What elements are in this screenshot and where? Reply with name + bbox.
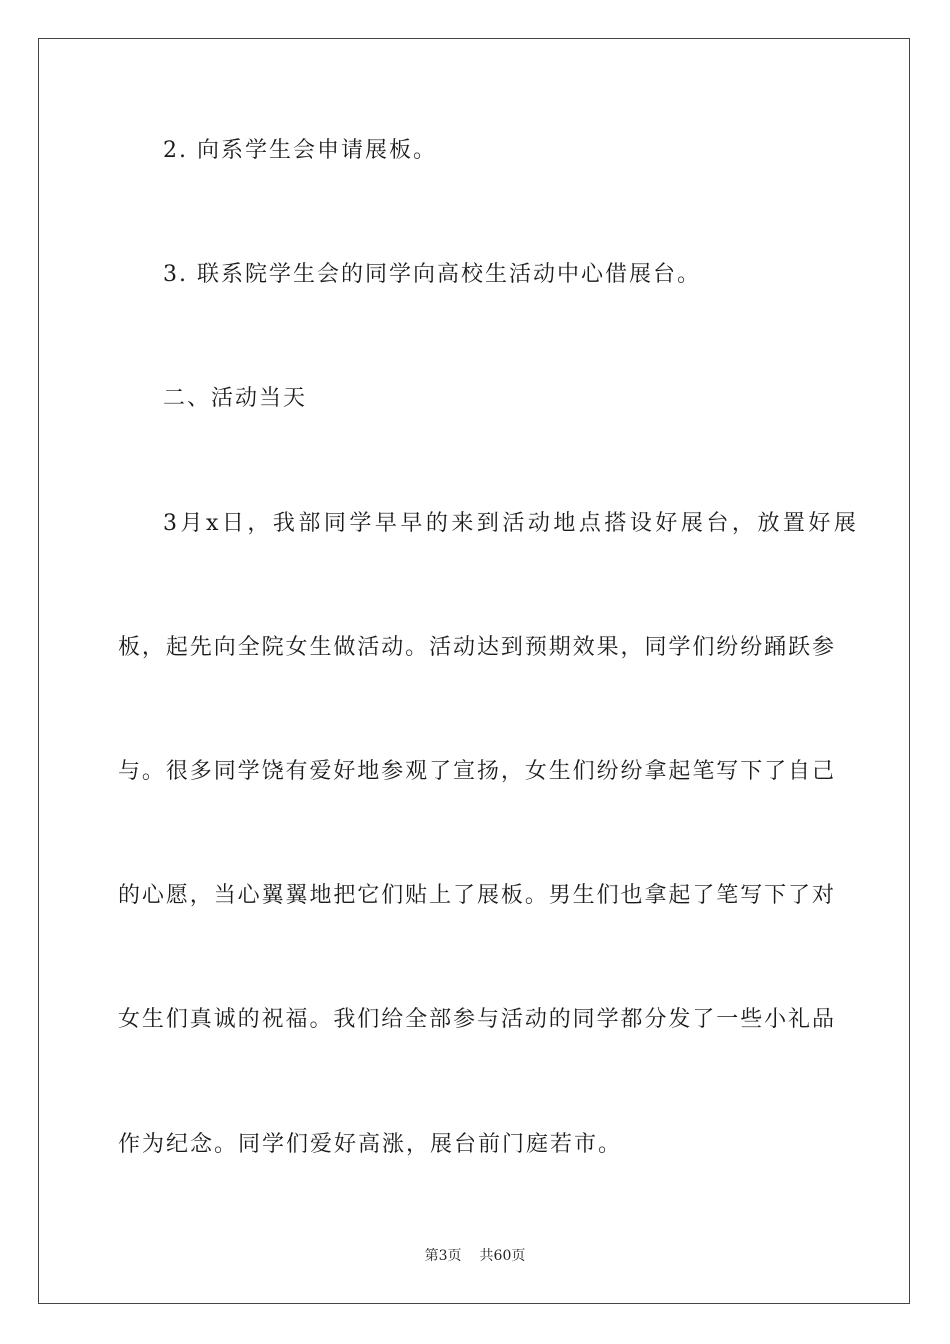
list-item-2: 2. 向系学生会申请展板。 [163,138,437,163]
paragraph-line-3: 与。很多同学饶有爱好地参观了宣扬，女生们纷纷拿起笔写下了自己 [118,759,834,784]
list-item-3: 3. 联系院学生会的同学向高校生活动中心借展台。 [163,262,701,287]
paragraph-line-2: 板，起先向全院女生做活动。活动达到预期效果，同学们纷纷踊跃参 [118,635,834,660]
paragraph-line-4: 的心愿，当心翼翼地把它们贴上了展板。男生们也拿起了笔写下了对 [118,883,834,908]
section-heading: 二、活动当天 [163,386,308,411]
total-pages: 共60页 [479,1248,526,1264]
paragraph-line-5: 女生们真诚的祝福。我们给全部参与活动的同学都分发了一些小礼品 [118,1007,834,1032]
paragraph-line-6: 作为纪念。同学们爱好高涨，展台前门庭若市。 [118,1132,623,1157]
page-border [38,38,910,1304]
paragraph-line-1: 3月x日，我部同学早早的来到活动地点搭设好展台，放置好展 [163,511,860,536]
page-footer [0,1246,950,1266]
page-number: 第3页 [424,1248,462,1264]
